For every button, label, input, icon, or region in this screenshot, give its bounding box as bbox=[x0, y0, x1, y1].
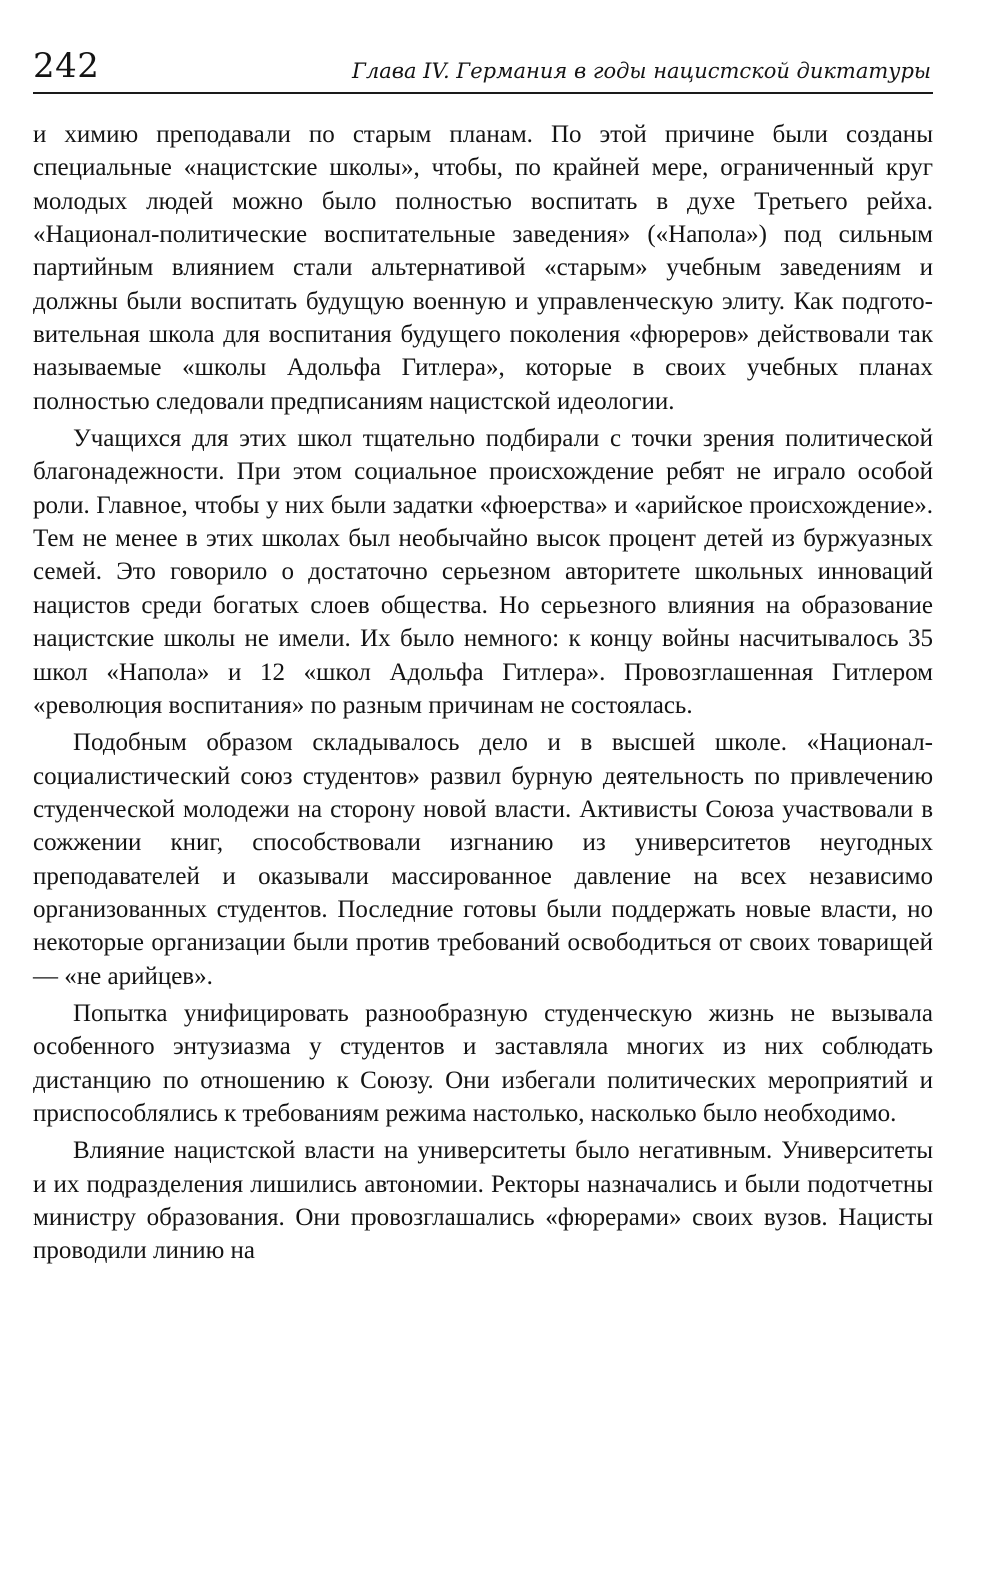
chapter-title: Глава IV. Германия в годы нацистской диктатуры bbox=[351, 59, 931, 83]
page-number: 242 bbox=[33, 46, 100, 86]
paragraph-continued: и химию преподавали по старым планам. По этой причине были созданы специальные «нацистские школы», чтобы, по крайней мере, ограниченный круг молодых людей можно было полностью воспитать в духе Третьего рейха. «Национал-политические воспитательные заведения» («Напола») под сильным партийным влиянием стали альтернативой «старым» учебным заведениям и должны были воспитать будущую военную и управленческую элиту. Как подготовительная школа для воспитания будущего поколения «фюреров» действовали так называемые «школы Адольфа Гитлера», которые в своих учебных планах полностью следовали предписаниям нацистской идеологии. bbox=[33, 121, 933, 415]
paragraph: Подобным образом складывалось дело и в высшей школе. «Национал-социалистический союз студентов» развил бурную деятельность по привлечению студенческой молодежи на сторону новой власти. Активисты Союза участвовали в сожжении книг, способствовали изгнанию из университетов неугодных преподавателей и оказывали массированное давление на всех независимо организованных студентов. Последние готовы были поддержать новые власти, но некоторые организации были против требований освободиться от своих товарищей — «не арийцев». bbox=[33, 729, 933, 990]
paragraph: Попытка унифицировать разнообразную студенческую жизнь не вызывала особенного энтузиазма у студентов и заставляла многих из них соблюдать дистанцию по отношению к Союзу. Они избегали политических мероприятий и приспособлялись к требованиям режима настолько, насколько было необходимо. bbox=[33, 999, 933, 1127]
body-text bbox=[33, 118, 933, 1272]
book-page bbox=[33, 0, 933, 1595]
paragraph: Влияние нацистской власти на университеты было негативным. Университеты и их подразделения лишились автономии. Ректоры назначались и были подотчетны министру образования. Они провозглашались «фюрерами» своих вузов. Нацисты проводили линию на bbox=[33, 1137, 933, 1265]
paragraph: Учащихся для этих школ тщательно подбирали с точки зрения политической благонадежности. При этом социальное происхождение ребят не играло особой роли. Главное, чтобы у них были задатки «фюерства» и «арийское происхождение». Тем не менее в этих школах был необычайно высок процент детей из буржуазных семей. Это говорило о достаточно серьезном авторитете школьных инноваций нацистов среди богатых слоев общества. Но серьезного влияния на образование нацистские школы не имели. Их было немного: к концу войны насчитывалось 35 школ «Напола» и 12 «школ Адольфа Гитлера». Провозглашенная Гитлером «революция воспитания» по разным причинам не состоялась. bbox=[33, 425, 933, 719]
running-header bbox=[33, 44, 933, 94]
